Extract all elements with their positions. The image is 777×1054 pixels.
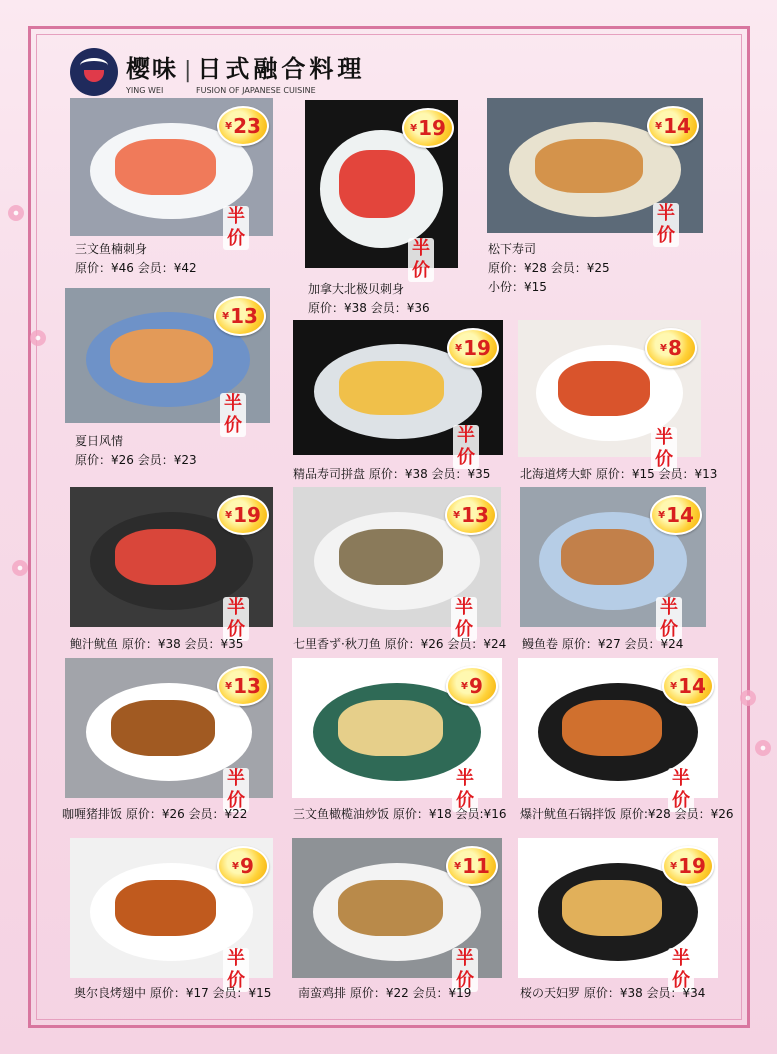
price-badge xyxy=(645,328,697,368)
half-price-tag: 半价 xyxy=(223,597,249,641)
brand-subtitle: 日式融合料理 xyxy=(197,55,366,83)
currency-symbol: ¥ xyxy=(655,120,663,132)
blossom-decoration xyxy=(740,690,756,706)
half-price-tag: 半价 xyxy=(668,948,694,992)
badge-price: 19 xyxy=(418,116,446,140)
price-badge xyxy=(217,106,269,146)
dish-name: 爆汁鱿鱼石锅拌饭 原价:¥28 会员：¥26 xyxy=(520,807,734,821)
brand-english-name: YING WEI xyxy=(126,86,164,95)
food-shape xyxy=(115,880,217,936)
half-price-tag: 半价 xyxy=(452,948,478,992)
currency-symbol: ¥ xyxy=(232,860,240,872)
dish-name: 松下寿司 xyxy=(488,242,537,256)
food-shape xyxy=(562,700,662,756)
dish-price-line: 原价：¥46 会员：¥42 xyxy=(75,261,197,275)
dish-name: 三文鱼楠刺身 xyxy=(75,242,148,256)
dish-price-line: 小份：¥15 xyxy=(488,280,547,294)
dish-name: 鳗鱼卷 原价：¥27 会员：¥24 xyxy=(522,637,684,651)
half-price-tag: 半价 xyxy=(223,206,249,250)
food-shape xyxy=(339,361,444,415)
half-price-tag: 半价 xyxy=(656,597,682,641)
currency-symbol: ¥ xyxy=(454,860,462,872)
currency-symbol: ¥ xyxy=(660,342,668,354)
currency-symbol: ¥ xyxy=(670,860,678,872)
badge-price: 14 xyxy=(666,503,694,527)
dish-name: 夏日风情 xyxy=(75,434,124,448)
half-price-tag: 半价 xyxy=(653,203,679,247)
badge-price: 14 xyxy=(678,674,706,698)
brand-block xyxy=(126,49,365,95)
badge-price: 14 xyxy=(663,114,691,138)
half-price-tag: 半价 xyxy=(408,238,434,282)
dish-price-line: 原价：¥26 会员：¥23 xyxy=(75,453,197,467)
food-shape xyxy=(562,880,662,936)
blossom-decoration xyxy=(8,205,24,221)
currency-symbol: ¥ xyxy=(225,680,233,692)
badge-price: 23 xyxy=(233,114,261,138)
dish-caption xyxy=(520,805,733,824)
badge-price: 13 xyxy=(461,503,489,527)
blossom-decoration xyxy=(12,560,28,576)
half-price-tag: 半价 xyxy=(223,948,249,992)
badge-price: 19 xyxy=(463,336,491,360)
dish-name: 加拿大北极贝刺身 xyxy=(308,282,405,296)
price-badge xyxy=(402,108,454,148)
brand-name: 樱味 xyxy=(126,55,178,83)
brand-logo-icon xyxy=(70,48,118,96)
food-shape xyxy=(115,139,217,194)
price-badge xyxy=(217,666,269,706)
currency-symbol: ¥ xyxy=(225,120,233,132)
dish-caption xyxy=(75,240,197,278)
price-badge xyxy=(650,495,702,535)
currency-symbol: ¥ xyxy=(461,680,469,692)
dish-caption xyxy=(70,635,243,654)
dish-name: 北海道烤大虾 原价：¥15 会员：¥13 xyxy=(520,467,718,481)
dish-caption xyxy=(298,984,471,1003)
dish-name: 三文鱼橄榄油炒饭 原价：¥18 会员:¥16 xyxy=(293,807,507,821)
currency-symbol: ¥ xyxy=(670,680,678,692)
price-badge xyxy=(662,666,714,706)
half-price-tag: 半价 xyxy=(452,768,478,812)
food-shape xyxy=(111,700,215,756)
currency-symbol: ¥ xyxy=(453,509,461,521)
dish-caption xyxy=(74,984,271,1003)
price-badge xyxy=(647,106,699,146)
dish-price-line: 原价：¥38 会员：¥36 xyxy=(308,301,430,315)
badge-price: 11 xyxy=(462,854,490,878)
dish-caption xyxy=(488,240,610,297)
price-badge xyxy=(662,846,714,886)
price-badge xyxy=(217,495,269,535)
dish-caption xyxy=(293,465,490,484)
price-badge xyxy=(445,495,497,535)
food-shape xyxy=(558,361,650,416)
menu-header xyxy=(70,46,365,98)
dish-name: 七里香ず·秋刀鱼 原价：¥26 会员：¥24 xyxy=(293,637,507,651)
half-price-tag: 半价 xyxy=(220,393,246,437)
food-shape xyxy=(115,529,217,585)
food-shape xyxy=(339,150,416,217)
blossom-decoration xyxy=(755,740,771,756)
currency-symbol: ¥ xyxy=(410,122,418,134)
badge-price: 9 xyxy=(469,674,483,698)
dish-caption xyxy=(520,465,717,484)
dish-caption xyxy=(293,635,506,654)
badge-price: 13 xyxy=(230,304,258,328)
price-badge xyxy=(447,328,499,368)
dish-caption xyxy=(75,432,197,470)
food-shape xyxy=(561,529,654,585)
dish-name: 精品寿司拼盘 原价：¥38 会员：¥35 xyxy=(293,467,491,481)
dish-name: 咖喱猪排饭 原价：¥26 会员：¥22 xyxy=(62,807,248,821)
dish-name: 桜の天妇罗 原价：¥38 会员：¥34 xyxy=(520,986,706,1000)
badge-price: 13 xyxy=(233,674,261,698)
price-badge xyxy=(217,846,269,886)
brand-divider: | xyxy=(184,58,192,83)
badge-price: 9 xyxy=(240,854,254,878)
dish-caption xyxy=(522,635,683,654)
currency-symbol: ¥ xyxy=(455,342,463,354)
dish-price-line: 原价：¥28 会员：¥25 xyxy=(488,261,610,275)
half-price-tag: 半价 xyxy=(668,768,694,812)
badge-price: 19 xyxy=(233,503,261,527)
price-badge xyxy=(446,846,498,886)
dish-name: 鲍汁鱿鱼 原价：¥38 会员：¥35 xyxy=(70,637,244,651)
food-shape xyxy=(110,329,213,383)
food-shape xyxy=(535,139,643,193)
dish-caption xyxy=(62,805,247,824)
currency-symbol: ¥ xyxy=(225,509,233,521)
dish-name: 奥尔良烤翅中 原价：¥17 会员：¥15 xyxy=(74,986,272,1000)
badge-price: 8 xyxy=(668,336,682,360)
price-badge xyxy=(214,296,266,336)
half-price-tag: 半价 xyxy=(451,597,477,641)
brand-english-subtitle: FUSION OF JAPANESE CUISINE xyxy=(196,86,316,95)
half-price-tag: 半价 xyxy=(453,425,479,469)
dish-caption xyxy=(293,805,506,824)
half-price-tag: 半价 xyxy=(651,427,677,471)
dish-name: 南蛮鸡排 原价：¥22 会员：¥19 xyxy=(298,986,472,1000)
dish-caption xyxy=(520,984,705,1003)
badge-price: 19 xyxy=(678,854,706,878)
blossom-decoration xyxy=(30,330,46,346)
half-price-tag: 半价 xyxy=(223,768,249,812)
currency-symbol: ¥ xyxy=(222,310,230,322)
currency-symbol: ¥ xyxy=(658,509,666,521)
food-shape xyxy=(338,700,443,756)
food-shape xyxy=(338,880,443,936)
dish-caption xyxy=(308,280,430,318)
price-badge xyxy=(446,666,498,706)
food-shape xyxy=(339,529,443,585)
